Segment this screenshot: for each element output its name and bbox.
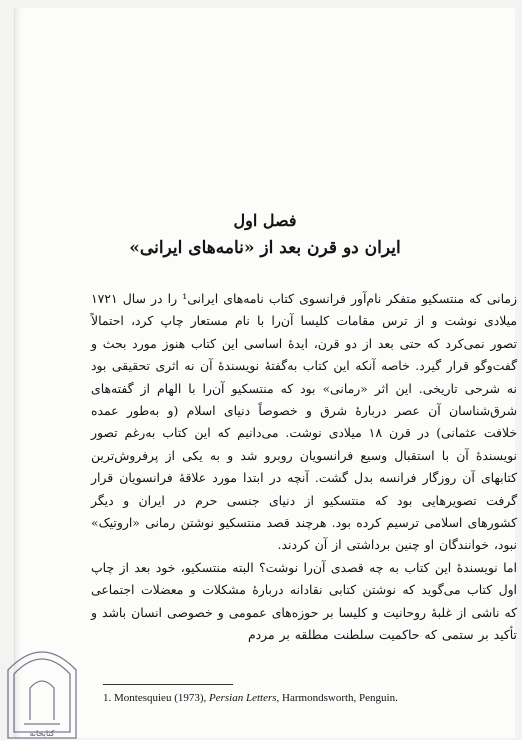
footnote-rule xyxy=(103,684,233,685)
footnote-citation: 1. Montesquieu (1973), xyxy=(103,692,210,704)
footnote-book-title: Persian Letters xyxy=(209,692,277,704)
library-stamp-icon xyxy=(0,640,84,740)
chapter-title: ایران دو قرن بعد از «نامه‌های ایرانی» xyxy=(129,238,401,258)
paragraph-1: زمانی که منتسکیو متفکر نام‌آور فرانسوی کتاب نامه‌های ایرانی¹ را در سال ۱۷۲۱ میلادی نوشت و از ترس مقامات کلیسا آن‌را با نام مستعار چاپ کرد، احتمالاً تصور نمی‌کرد که حتی بعد از دو قرن، ایدهٔ اساسی این کتاب هنوز مورد بحث و گفت‌وگو قرار گیرد. خاصه آنکه این کتاب به‌گفتهٔ نویسندهٔ آن نه اثری تحقیقی بود نه شرحی تاریخی. این اثر «رمانی» بود که منتسکیو آن‌را با الهام از گفته‌های شرق‌شناسان آن عصر دربارهٔ شرق و خصوصاً دنیای اسلام (و به‌طور عمده خلافت عثمانی) در قرن ۱۸ میلادی نوشت. می‌دانیم که این کتاب به‌رغم تصور نویسندهٔ آن با استقبال وسیع فرانسویان روبرو شد و به یکی از پرفروش‌ترین کتابهای آن روزگار فرانسه بدل گشت. آنچه در ابتدا مورد علاقهٔ فرانسویان قرار گرفت تصویرهایی بود که منتسکیو از دنیای جنسی حرم در ایران و دیگر کشورهای اسلامی ترسیم کرده بود. هرچند قصد منتسکیو نوشتن رمانی «اروتیک» نبود، خوانندگان او چنین برداشتی از آن کردند. xyxy=(91,291,518,553)
footnote xyxy=(103,692,398,704)
paragraph-2: اما نویسندهٔ این کتاب به چه قصدی آن‌را نوشت؟ البته منتسکیو، خود بعد از چاپ اول کتاب می‌گوید که نوشتن کتابی نقادانه دربارهٔ مشکلات و معضلات اجتماعی که ناشی از غلبهٔ روحانیت و کلیسا بر حوزه‌های عمومی و خصوصی انسان باشد و تأکید بر ستمی که حاکمیت سلطنت مطلقه بر مردم xyxy=(91,559,517,643)
book-page xyxy=(14,8,518,738)
stamp-text: کتابخانه xyxy=(29,729,55,738)
body-text xyxy=(91,288,517,647)
footnote-publisher: , Harmondsworth, Penguin. xyxy=(276,692,398,704)
chapter-label: فصل اول xyxy=(233,211,297,230)
